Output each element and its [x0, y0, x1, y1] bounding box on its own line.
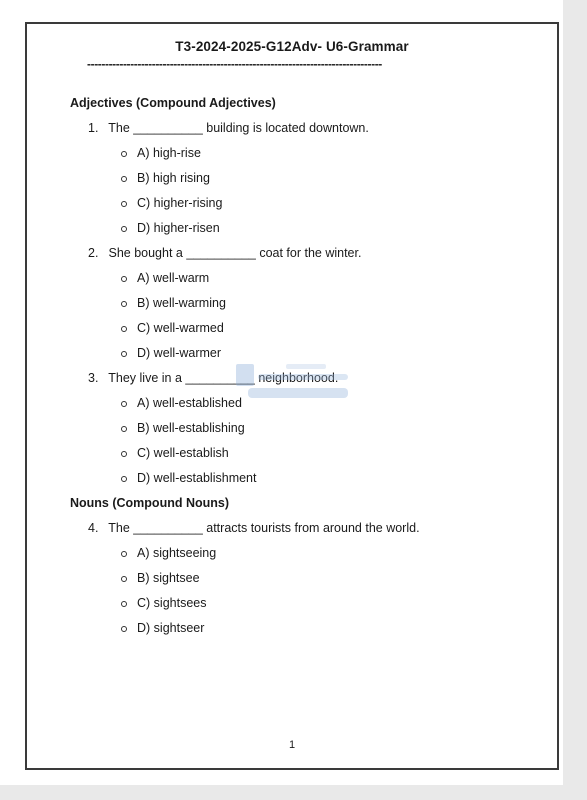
- question-number: 4.: [88, 521, 99, 535]
- option-label: C) sightsees: [137, 596, 207, 610]
- option-1c[interactable]: [121, 196, 222, 210]
- bullet-icon: [121, 401, 127, 407]
- page-border: [25, 22, 559, 770]
- option-label: B) well-warming: [137, 296, 226, 310]
- option-3a[interactable]: [121, 396, 242, 410]
- bullet-icon: [121, 201, 127, 207]
- option-label: A) well-warm: [137, 271, 210, 285]
- question-text: She bought a __________ coat for the winter.: [108, 246, 362, 260]
- option-label: B) well-establishing: [137, 421, 245, 435]
- section-heading-adjectives: Adjectives (Compound Adjectives): [70, 96, 276, 110]
- option-2d[interactable]: [121, 346, 221, 360]
- option-4c[interactable]: [121, 596, 206, 610]
- option-2b[interactable]: [121, 296, 226, 310]
- option-label: B) sightsee: [137, 571, 200, 585]
- question-1: [88, 121, 369, 135]
- option-1d[interactable]: [121, 221, 220, 235]
- bullet-icon: [121, 176, 127, 182]
- question-text: The __________ attracts tourists from around the world.: [108, 521, 420, 535]
- option-4a[interactable]: [121, 546, 216, 560]
- question-text: They live in a __________ neighborhood.: [108, 371, 339, 385]
- bullet-icon: [121, 451, 127, 457]
- question-text: The __________ building is located downtown.: [108, 121, 369, 135]
- option-3c[interactable]: [121, 446, 229, 460]
- option-label: D) sightseer: [137, 621, 205, 635]
- bullet-icon: [121, 426, 127, 432]
- question-number: 3.: [88, 371, 99, 385]
- option-2c[interactable]: [121, 321, 224, 335]
- question-2: [88, 246, 361, 260]
- bullet-icon: [121, 226, 127, 232]
- bullet-icon: [121, 276, 127, 282]
- option-4b[interactable]: [121, 571, 200, 585]
- option-label: D) well-warmer: [137, 346, 222, 360]
- option-label: D) well-establishment: [137, 471, 257, 485]
- question-number: 2.: [88, 246, 99, 260]
- bullet-icon: [121, 551, 127, 557]
- bullet-icon: [121, 151, 127, 157]
- option-label: C) higher-rising: [137, 196, 223, 210]
- page-number: 1: [288, 739, 296, 751]
- document-title: T3-2024-2025-G12Adv- U6-Grammar: [175, 39, 409, 54]
- option-2a[interactable]: [121, 271, 209, 285]
- bullet-icon: [121, 301, 127, 307]
- option-label: C) well-establish: [137, 446, 229, 460]
- option-4d[interactable]: [121, 621, 204, 635]
- option-label: A) high-rise: [137, 146, 201, 160]
- question-3: [88, 371, 338, 385]
- bullet-icon: [121, 626, 127, 632]
- option-1a[interactable]: [121, 146, 201, 160]
- title-divider: ----------------------------------------------------------------------------------: [87, 57, 382, 71]
- question-4: [88, 521, 420, 535]
- bullet-icon: [121, 576, 127, 582]
- question-number: 1.: [88, 121, 99, 135]
- option-3d[interactable]: [121, 471, 256, 485]
- bullet-icon: [121, 476, 127, 482]
- section-heading-nouns: Nouns (Compound Nouns): [70, 496, 229, 510]
- option-3b[interactable]: [121, 421, 245, 435]
- option-1b[interactable]: [121, 171, 210, 185]
- option-label: A) well-established: [137, 396, 242, 410]
- bullet-icon: [121, 601, 127, 607]
- bullet-icon: [121, 351, 127, 357]
- option-label: B) high rising: [137, 171, 210, 185]
- option-label: C) well-warmed: [137, 321, 224, 335]
- bullet-icon: [121, 326, 127, 332]
- option-label: A) sightseeing: [137, 546, 217, 560]
- option-label: D) higher-risen: [137, 221, 220, 235]
